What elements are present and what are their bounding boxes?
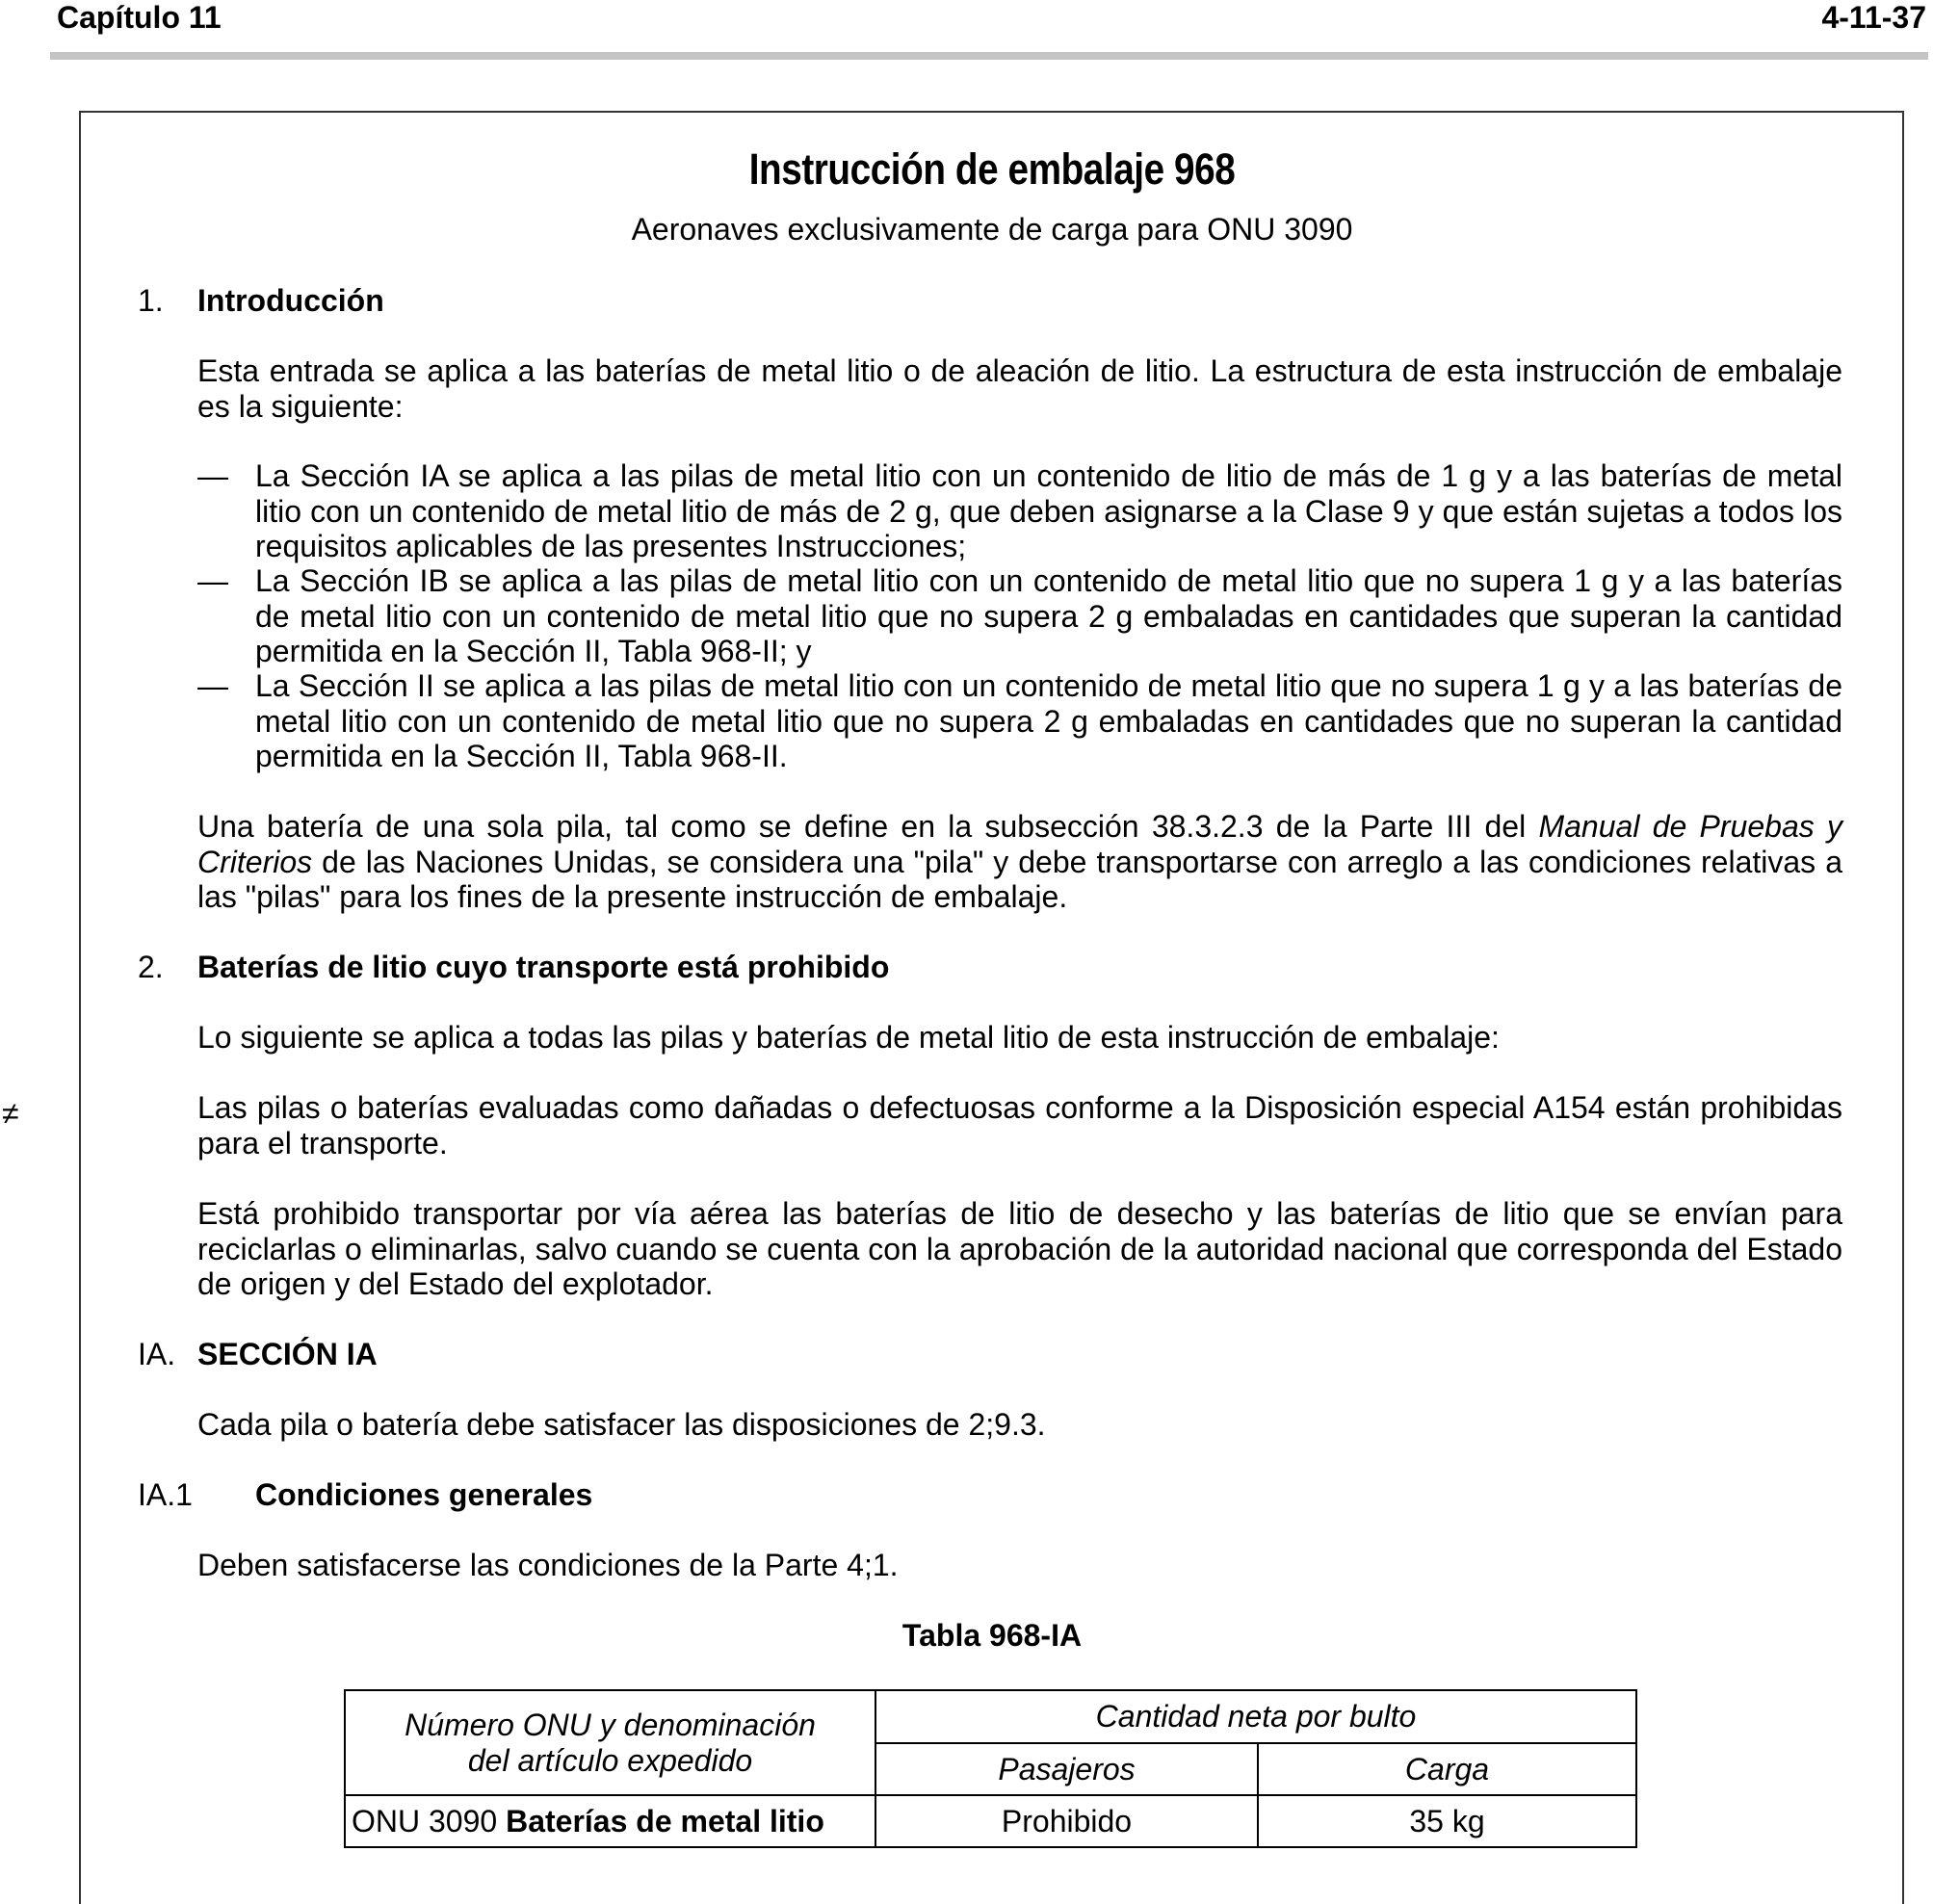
change-mark: ≠ <box>2 1096 19 1131</box>
section-2-number: 2. <box>138 950 164 984</box>
section-2-paragraph-1: Lo siguiente se aplica a todas las pilas y baterías de metal litio de esta instrucción de embalaje: <box>197 1020 1500 1055</box>
manual-title: Manual de Pruebas y Criterios <box>197 809 1843 879</box>
un-number: ONU 3090 <box>352 1803 498 1839</box>
bullet-dash: — <box>197 563 228 598</box>
table-header-passengers: Pasajeros <box>875 1743 1258 1795</box>
section-ia-number: IA. <box>138 1337 176 1371</box>
bullet-section-ii: La Sección II se aplica a las pilas de metal litio con un contenido de metal litio que no supera 1 g y a las baterías de metal litio con un contenido de metal litio que no supera 2 g embaladas en cantidades que no superan la cantidad permitida en la Sección II, Tabla 968-II. <box>255 668 1842 773</box>
table-968-ia <box>344 1689 1637 1848</box>
table-cell-passengers: Prohibido <box>875 1795 1258 1847</box>
table-header-quantity: Cantidad neta por bulto <box>875 1690 1636 1743</box>
paragraph-text: de las Naciones Unidas, se considera una "pila" y debe transportarse con arreglo a las condiciones relativas a las "pilas" para los fines de la presente instrucción de embalaje. <box>197 844 1842 914</box>
table-caption: Tabla 968-IA <box>901 1618 1083 1653</box>
bullet-section-ia: La Sección IA se aplica a las pilas de metal litio con un contenido de litio de más de 1 g y a las baterías de metal litio con un contenido de metal litio de más de 2 g, que deben asignarse a la Clase 9 y que están sujetas a todos los requisitos aplicables de las presentes Instrucciones; <box>255 458 1842 563</box>
page-title: Instrucción de embalaje 968 <box>748 144 1236 194</box>
section-ia-heading: SECCIÓN IA <box>197 1337 378 1371</box>
table-row <box>345 1795 1636 1847</box>
single-cell-battery-paragraph <box>197 809 1842 915</box>
header-line: del artículo expedido <box>467 1742 753 1778</box>
page-number: 4-11-37 <box>1821 0 1926 35</box>
section-1-heading: Introducción <box>197 283 384 318</box>
page-subtitle: Aeronaves exclusivamente de carga para ONU 3090 <box>631 212 1353 247</box>
page-header <box>53 0 1926 48</box>
section-2-paragraph-3: Está prohibido transportar por vía aérea las baterías de litio de desecho y las baterías de litio que se envían para reciclarlas o eliminarlas, salvo cuando se cuenta con la aprobación de la autoridad nacional que corresponda del Estado de origen y del Estado del explotador. <box>197 1196 1842 1301</box>
bullet-dash: — <box>197 458 228 493</box>
bullet-section-ib: La Sección IB se aplica a las pilas de metal litio con un contenido de metal litio que no supera 1 g y a las baterías de metal litio con un contenido de metal litio que no supera 2 g embaladas en cantidades que superan la cantidad permitida en la Sección II, Tabla 968-II; y <box>255 563 1842 668</box>
chapter-label: Capítulo 11 <box>57 0 222 35</box>
section-ia1-paragraph: Deben satisfacerse las condiciones de la Parte 4;1. <box>197 1548 899 1582</box>
table-header-row <box>345 1690 1636 1743</box>
section-1-number: 1. <box>138 283 164 318</box>
section-ia1-heading: Condiciones generales <box>255 1477 593 1512</box>
header-line: Número ONU y denominación <box>405 1707 816 1742</box>
section-2-paragraph-2: Las pilas o baterías evaluadas como dañadas o defectuosas conforme a la Disposición especial A154 están prohibidas para el transporte. <box>197 1090 1842 1161</box>
paragraph-text: Una batería de una sola pila, tal como se define en la subsección 38.3.2.3 de la Parte III del <box>197 809 1539 844</box>
table-cell-cargo: 35 kg <box>1258 1795 1636 1847</box>
table-header-un-number <box>345 1690 875 1795</box>
section-ia1-number: IA.1 <box>138 1477 193 1512</box>
article-name: Baterías de metal litio <box>506 1803 824 1839</box>
section-1-intro: Esta entrada se aplica a las baterías de metal litio o de aleación de litio. La estructura de esta instrucción de embalaje es la siguiente: <box>197 353 1842 424</box>
section-2-heading: Baterías de litio cuyo transporte está prohibido <box>197 950 890 984</box>
header-rule <box>50 52 1928 60</box>
table-header-cargo: Carga <box>1258 1743 1636 1795</box>
section-ia-paragraph: Cada pila o batería debe satisfacer las disposiciones de 2;9.3. <box>197 1407 1046 1442</box>
bullet-dash: — <box>197 668 228 703</box>
table-cell-article <box>345 1795 875 1847</box>
